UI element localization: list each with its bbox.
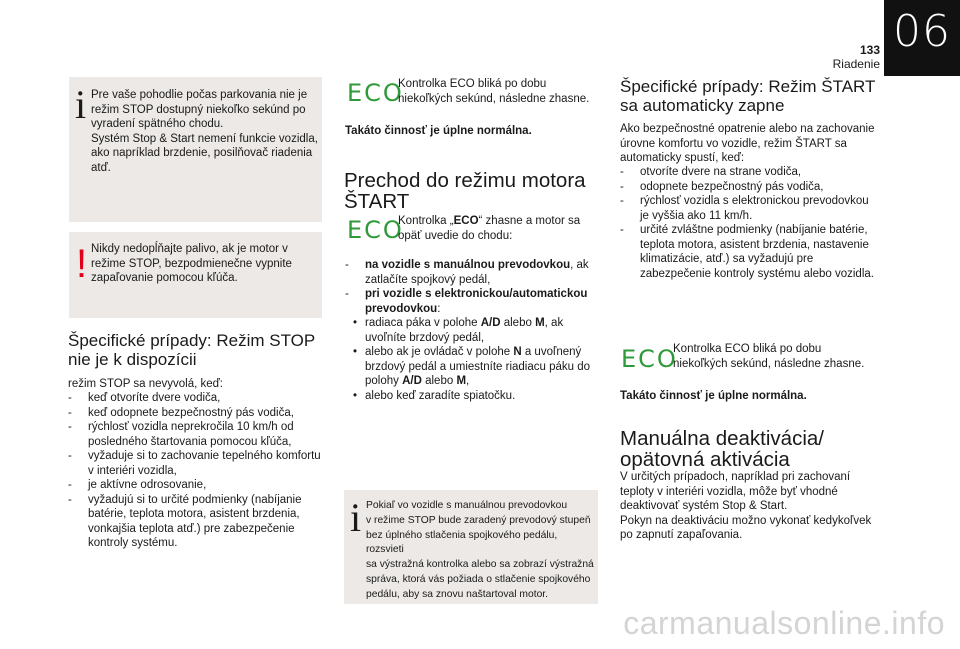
chapter-title: Riadenie: [832, 57, 880, 71]
list-item: - keď odopnete bezpečnostný pás vodiča,: [68, 406, 326, 421]
stop-unavailable-intro: režim STOP sa nevyvolá, keď:: [68, 378, 223, 390]
info-box: [69, 77, 322, 222]
warning-box: [69, 232, 322, 318]
sub-list-item: • alebo keď zaradíte spiatočku.: [345, 389, 600, 404]
watermark: carmanualsonline.info: [623, 605, 945, 641]
info-i-icon: i: [350, 495, 362, 540]
section-heading-manual-deactivation: Manuálna deaktivácia/ opätovná aktivácia: [620, 427, 824, 471]
warning-box-text: Nikdy nedopĺňajte palivo, ak je motor v režime STOP, bezpodmienečne vypnite zapaľovanie pomocou kľúča.: [91, 243, 292, 284]
list-item: - vyžadujú si to určité podmienky (nabíjanie batérie, teplota motora, asistent brzdenia, vonkajšia teplota atď.) pre zabezpečenie kontroly systému.: [68, 493, 326, 551]
exclamation-warning-icon: !: [76, 242, 88, 286]
info-box-text: Pre vaše pohodlie počas parkovania nie je režim STOP dostupný niekoľko sekúnd po vyradení spätného chodu. Systém Stop & Start nemení funkcie vozidla, ako napríklad brzdenie, posilňovač riadenia atď.: [91, 89, 318, 174]
list-item: - určité zvláštne podmienky (nabíjanie batérie, teplota motora, asistent brzdenia, nastavenie klimatizácie, atď.) sa vyžadujú pre zabezpečenie kontroly systému alebo vozidla.: [620, 223, 880, 281]
list-item: - keď otvoríte dvere vodiča,: [68, 391, 326, 406]
eco-indicator-icon: ECO: [347, 216, 404, 244]
list-item: - rýchlosť vozidla neprekročila 10 km/h od posledného štartovania pomocou kľúča,: [68, 420, 326, 449]
eco-indicator-icon: ECO: [621, 345, 678, 373]
list-item: - vyžaduje si to zachovanie tepelného komfortu v interiéri vozidla,: [68, 449, 326, 478]
page-number: 133: [859, 43, 880, 57]
section-heading-start-auto: Špecifické prípady: Režim ŠTART sa automaticky zapne: [620, 77, 876, 115]
list-item: - je aktívne odrosovanie,: [68, 478, 326, 493]
sub-list-item: • alebo ak je ovládač v polohe N a uvoľnený brzdový pedál a umiestníte riadiacu páku do polohy A/D alebo M,: [345, 345, 600, 389]
stop-unavailable-list: [68, 391, 326, 551]
sub-list: [345, 316, 600, 403]
list-item: - na vozidle s manuálnou prevodovkou, ak zatlačíte spojkový pedál,: [345, 258, 600, 287]
list-item: - odopnete bezpečnostný pás vodiča,: [620, 180, 880, 195]
list-item: - rýchlosť vozidla s elektronickou prevodovkou je vyššia ako 11 km/h.: [620, 194, 880, 223]
info-box-text: Pokiaľ vo vozidle s manuálnou prevodovkou v režime STOP bude zaradený prevodový stupeň bez úplného stlačenia spojkového pedálu, rozsvieti sa výstražná kontrolka alebo sa zobrazí výstražná správa, ktorá vás požiada o stlačenie spojkového pedálu, aby sa znovu naštartoval motor.: [366, 500, 594, 600]
chapter-tab: [884, 0, 960, 76]
start-auto-intro: Ako bezpečnostné opatrenie alebo na zachovanie úrovne komfortu vo vozidle, režim ŠTART sa automaticky spustí, keď:: [620, 123, 875, 164]
eco-off-text: Kontrolka „ECO“ zhasne a motor sa opäť uvedie do chodu:: [398, 215, 581, 242]
section-heading-stop-unavailable: Špecifické prípady: Režim STOP nie je k dispozícii: [68, 331, 316, 369]
sub-list-item: • radiaca páka v polohe A/D alebo M, ak uvoľníte brzdový pedál,: [345, 316, 600, 345]
eco-blink-text: Kontrolka ECO bliká po dobu niekoľkých sekúnd, následne zhasne.: [673, 343, 865, 370]
eco-indicator-icon: ECO: [347, 79, 404, 107]
list-item: - pri vozidle s elektronickou/automatickou prevodovkou: • radiaca páka v polohe A/D alebo M, ak uvoľníte brzdový pedál, • alebo ak je ovládač v polohe N a uvoľnený brzdový pedál a umiestníte riadiacu páku do polohy A/D alebo M, • alebo keď zaradíte spiatočku.: [345, 287, 600, 403]
info-i-icon: i: [75, 82, 87, 127]
normal-operation-note: Takáto činnosť je úplne normálna.: [620, 390, 807, 402]
chapter-number: 06: [893, 6, 951, 57]
manual-deactivation-text: V určitých prípadoch, napríklad pri zachovaní teploty v interiéri vozidla, môže byť vhodné deaktivovať systém Stop & Start. Pokyn na deaktiváciu možno vykonať kedykoľvek po zapnutí zapaľovania.: [620, 471, 872, 541]
start-conditions-list: [345, 258, 600, 403]
info-box-manual-gear: [344, 490, 598, 604]
section-heading-start-mode: Prechod do režimu motora ŠTART: [344, 169, 586, 213]
list-item: - otvoríte dvere na strane vodiča,: [620, 165, 880, 180]
normal-operation-note: Takáto činnosť je úplne normálna.: [345, 125, 532, 137]
start-auto-list: [620, 165, 880, 281]
eco-blink-text: Kontrolka ECO bliká po dobu niekoľkých sekúnd, následne zhasne.: [398, 78, 590, 105]
